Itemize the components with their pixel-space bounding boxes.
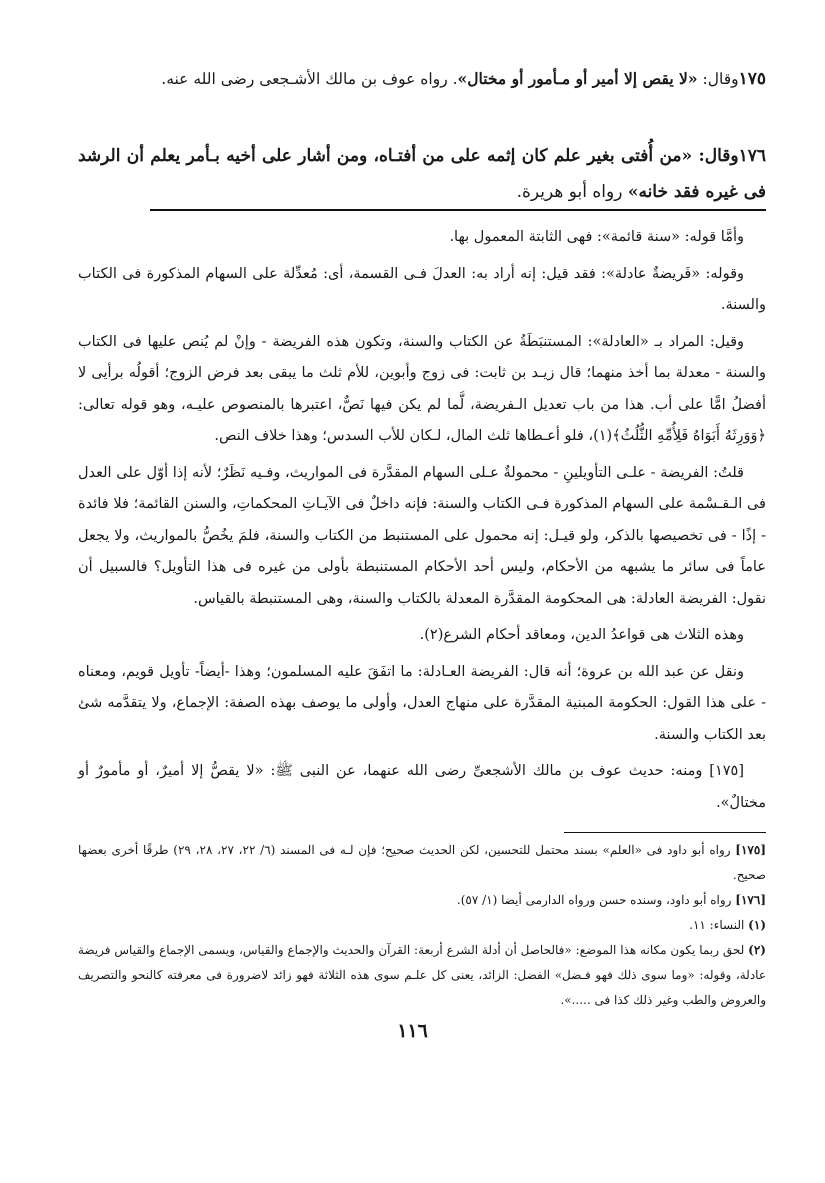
footnotes	[78, 838, 766, 1013]
footnote	[78, 838, 766, 888]
footnote	[78, 938, 766, 1013]
page-number: ١١٦	[397, 1020, 428, 1042]
hadith-number: ١٧٥	[738, 69, 766, 89]
footnote-text: رواه أبو داود، وسنده حسن ورواه الدارمى أيضا (١/ ٥٧).	[456, 893, 732, 907]
commentary-paragraph: وأمَّا قوله: «سنة قائمة»: فهى الثابتة المعمول بها.	[449, 229, 744, 245]
footnote-text: لحق ربما يكون مكانه هذا الموضع: «فالحاصل أن أدلة الشرع أربعة: القرآن والحديث والإجماع والقياس، ويسمى الإجماع والقياس فريضة عادلة، وقوله: «وما سوى ذلك فهو فـضل» الفضل: الزائد، يعنى كل علـم سوى هذه الثلاثة فهو زائد لاضرورة فى معرفته كالنحو والتصريف والعروض والطب وغير ذلك كذا فى .....».	[78, 943, 766, 1007]
commentary-paragraph: وقيل: المراد بـ «العادلة»: المستنبَطَةُ عن الكتاب والسنة، وتكون هذه الفريضة - وإنْ لم يُنص عليها فى الكتاب والسنة - معدلة بما أخذ منهما؛ قال زيـد بن ثابت: فى زوج وأبوين، للأم ثلث ما يبقى بعد فرض الزوج؛ أقولُه برأيى لا أفضلُ امًّا على أب. هذا من باب تعديل الـفريضة، لَّما لم يكن فيها نَصٌّ، اعتبرها بالمنصوص عليـه، وهو قوله تعالى: ﴿وَوَرِثَهُ أَبَوَاهُ فَلِأُمِّهِ الثُّلُثُ﴾(١)، فلو أعـطاها ثلث المال، لـكان للأب السدس؛ وهذا خلاف النص.	[78, 333, 766, 444]
commentary	[78, 222, 766, 824]
footnote-label: [١٧٥]	[735, 843, 767, 857]
section-divider	[150, 209, 766, 211]
hadith-intro: وقال:	[697, 70, 739, 88]
footnote-text: رواه أبو داود فى «العلم» بسند محتمل للتحسين، لكن الحديث صحيح؛ فإن لـه فى المسند (٦/ ٢٢، ٢٧، ٢٨، ٢٩) طرقًا أخرى بعضها صحيح.	[78, 843, 766, 882]
hadith-quote: «من أُفتى بغير علم كان إثمه على من أفتـاه، ومن أشار على أخيه بـأمر يعلم أن الرشد فى غيره فقد خانه»	[78, 146, 766, 202]
hadith-175	[78, 62, 766, 96]
commentary-paragraph: قلتُ: الفريضة - علـى التأويلينِ - محمولةٌ عـلى السهام المقدَّرة فى المواريث، وفـيه نَظَرٌ؛ لأنه إذا أوّل على العدل فى الـقـسْمة على السهام المذكورة فـى الكتاب والسنة: فإنه داخلٌ فى الآيـاتِ المحكماتِ، والسنن القائمة؛ فلا فائدة - إذًا - فى تخصيصها بالذكر، ولو قيـل: إنه محمول على المستنبط من الكتاب والسنة، فلمَ يخُصُّ بالمواريث، ولا يجعل عاماً فى سائر ما يشبهه من الأحكام، وليس أحد الأحكام المستنبطة بأولى من غيره فى هذا التأويل؟ فالسبيل أن نقول: الفريضة العادلة: هى المحكومة المقدَّرة المعدلة بالكتاب والسنة، وهى المستنبطة بالقياس.	[78, 464, 766, 607]
commentary-paragraph: [١٧٥] ومنه: حديث عوف بن مالك الأشجعىِّ رضى الله عنهما، عن النبى ﷺ: «لا يقصُّ إلا أميرٌ، أو مأمورٌ أو مختالٌ».	[78, 763, 766, 811]
hadith-number: ١٧٦	[738, 146, 766, 166]
commentary-paragraph: وهذه الثلاث هى قواعدُ الدين، ومعاقد أحكام الشرع(٢).	[419, 627, 744, 643]
commentary-paragraph: ونقل عن عبد الله بن عروة؛ أنه قال: الفريضة العـادلة: ما اتفَقَ عليه المسلمون؛ وهذا -أيضاً- تأويل قويم، ومعناه - على هذا القول: الحكومة المبنية المقدَّرة على منهاج العدل، وأولى ما يوصف بهذه الصفة: الإجماع، ولا يتقدَّمه شئ بعد الكتاب والسنة.	[78, 663, 766, 743]
footnote-text: النساء: ١١.	[689, 918, 745, 932]
hadith-quote: «لا يقص إلا أمير أو مـأمور أو مختال»	[457, 69, 698, 88]
hadith-176	[78, 138, 766, 210]
footnote-label: (١)	[748, 918, 766, 932]
hadith-narration: رواه أبو هريرة.	[516, 182, 628, 202]
footnote	[78, 888, 766, 913]
hadith-intro: وقال:	[692, 146, 739, 166]
commentary-paragraph: وقوله: «فَريضةٌ عادلة»: فقد قيل: إنه أراد به: العدلَ فـى القسمة، أى: مُعدِّلة على السهام المذكورة فى الكتاب والسنة.	[78, 265, 766, 313]
footnote-divider	[564, 832, 766, 833]
footnote-label: (٢)	[748, 943, 766, 957]
footnote	[78, 913, 766, 938]
footnote-label: [١٧٦]	[735, 893, 766, 907]
hadith-narration: . رواه عوف بن مالك الأشـجعى رضى الله عنه.	[161, 70, 458, 88]
